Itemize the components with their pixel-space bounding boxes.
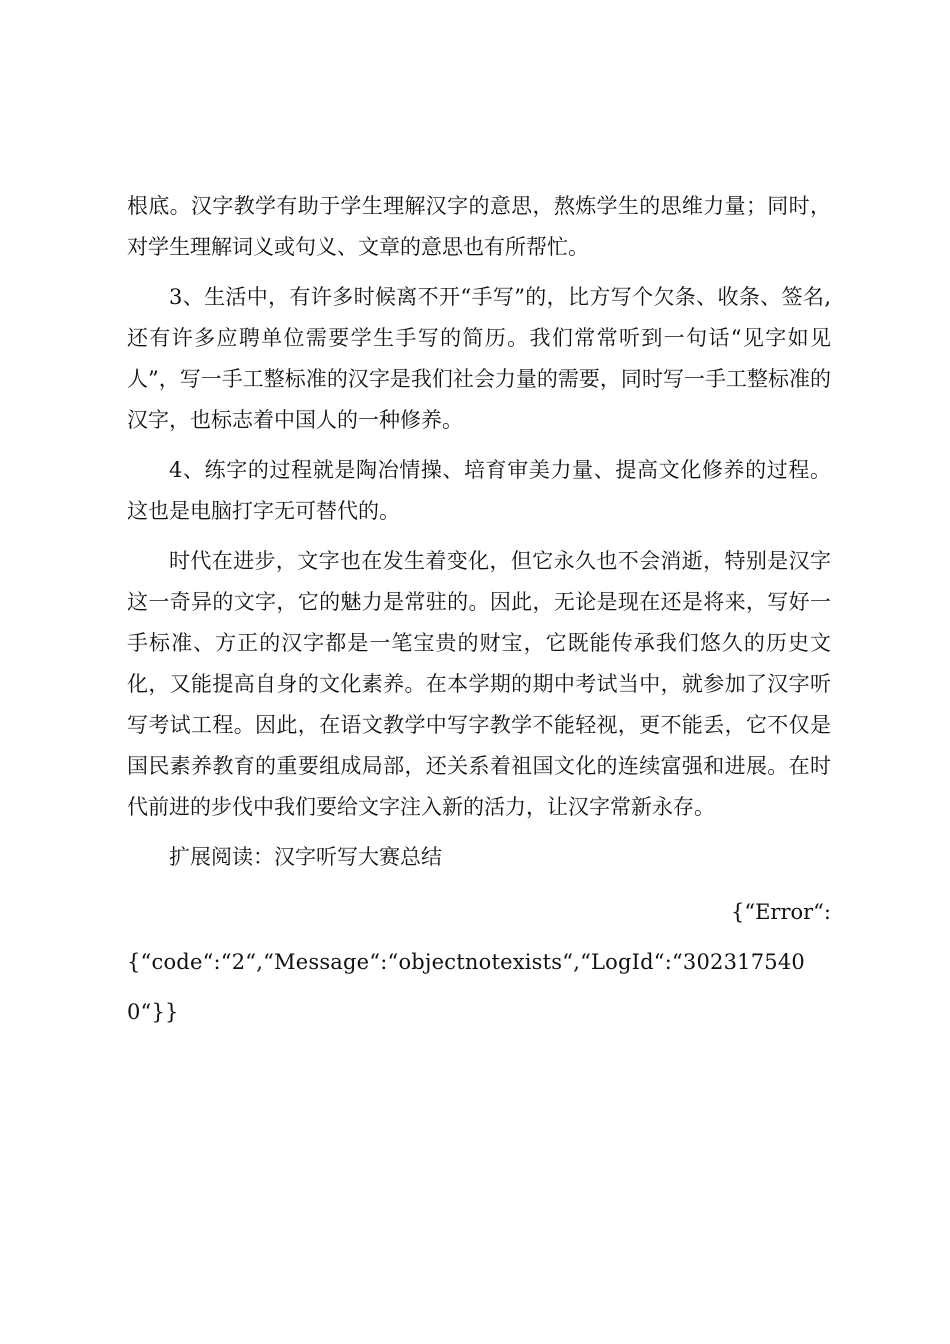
paragraph-era-progress: 时代在进步，文字也在发生着变化，但它永久也不会消逝，特别是汉字这一奇异的文字，它的魅力是常驻的。因此，无论是现在还是将来，写好一手标准、方正的汉字都是一笔宝贵的财宝，它既能传承我们悠久的历史文化，又能提高自身的文化素养。在本学期的期中考试当中，就参加了汉字听写考试工程。因此，在语文教学中写字教学不能轻视，更不能丢，它不仅是国民素养教育的重要组成局部，还关系着祖国文化的连续富强和进展。在时代前进的步伐中我们要给文字注入新的活力，让汉字常新永存。	[127, 549, 831, 819]
paragraph-calligraphy-practice: 4、练字的过程就是陶冶情操、培育审美力量、提高文化修养的过程。这也是电脑打字无可替代的。	[127, 458, 831, 523]
paragraph-foundation: 根底。汉字教学有助于学生理解汉字的意思，熬炼学生的思维力量；同时，对学生理解词义或句义、文章的意思也有所帮忙。	[127, 194, 831, 259]
error-json-line-1: {“Error“:	[731, 900, 831, 924]
paragraph-extended-reading: 扩展阅读：汉字听写大赛总结	[169, 845, 442, 869]
document-body	[127, 186, 831, 1037]
paragraph-handwriting-needs: 3、生活中，有许多时候离不开“手写”的，比方写个欠条、收条、签名,还有许多应聘单位需要学生手写的简历。我们常常听到一句话“见字如见人”，写一手工整标准的汉字是我们社会力量的需要，同时写一手工整标准的汉字，也标志着中国人的一种修养。	[127, 285, 831, 432]
error-json-block	[127, 887, 831, 1037]
error-json-line-2: {“code“:“2“,“Message“:“objectnotexists“,“LogId“:“3023175400“}}	[127, 950, 805, 1024]
